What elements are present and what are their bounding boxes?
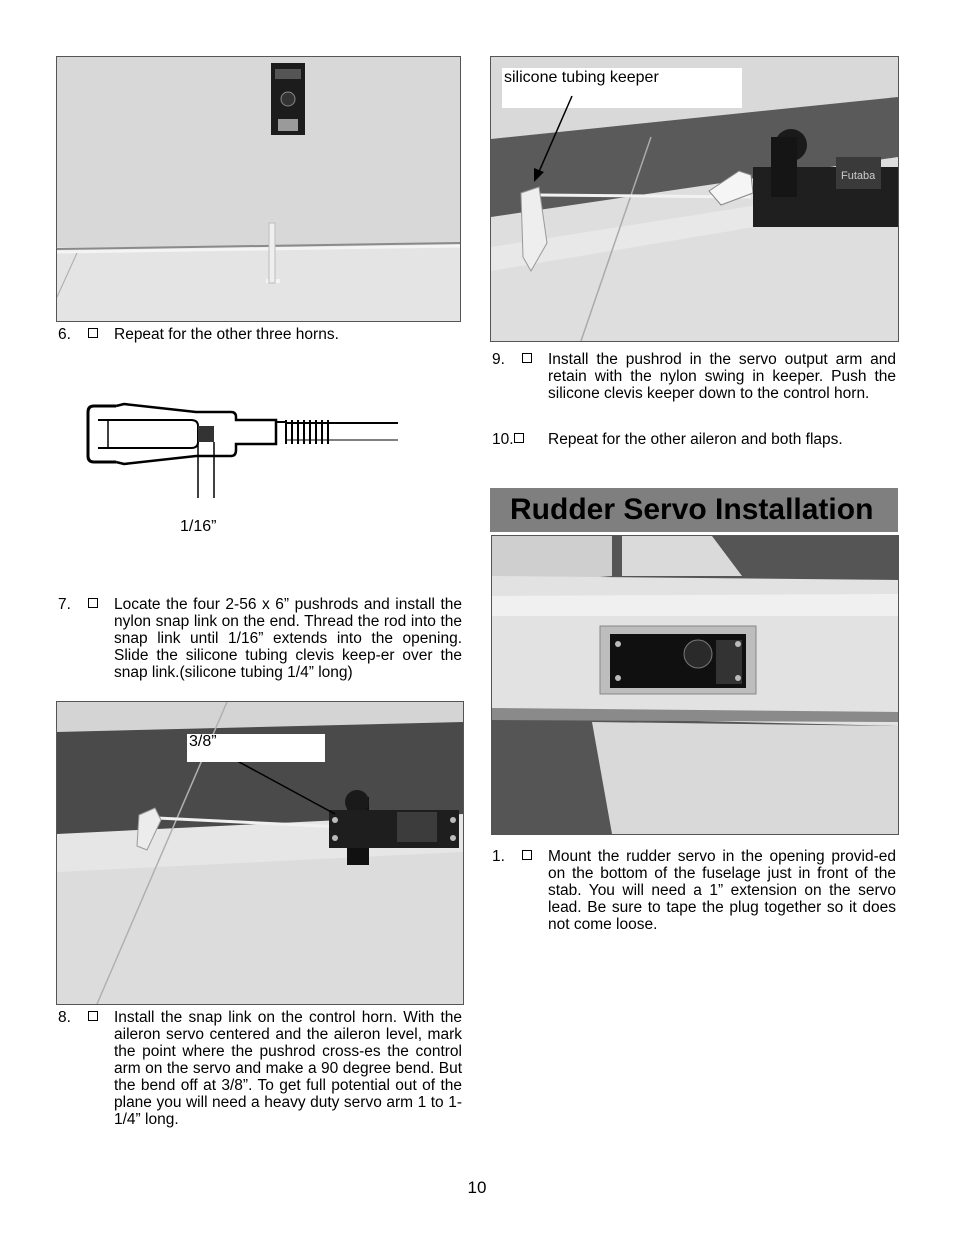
- page-number: 10: [467, 1178, 487, 1197]
- step-text: Install the pushrod in the servo output arm and retain with the nylon swing in keeper. Push the silicone clevis keeper down to the control horn.: [548, 351, 896, 402]
- step-number: 1: [492, 848, 501, 865]
- checkbox[interactable]: [522, 353, 532, 363]
- step-text: Repeat for the other aileron and both flaps.: [548, 431, 843, 448]
- step-7: [58, 596, 464, 686]
- step-text: Locate the four 2-56 x 6” pushrods and install the nylon snap link on the end. Thread the rod into the snap link until 1/16” extends into the opening. Slide the silicone tubing clevis keep-er over the snap link.(silicone tubing 1/4” long): [114, 596, 462, 681]
- step-number: 9: [492, 351, 501, 368]
- step-8: [58, 1009, 464, 1133]
- step-number: 10: [492, 431, 510, 448]
- section-heading: [490, 488, 898, 532]
- svg-text:Futaba: Futaba: [841, 170, 876, 182]
- step-rudder-1: [492, 848, 898, 938]
- photo-rudder-servo: [491, 535, 899, 835]
- step-dot: .: [509, 431, 514, 448]
- step-10: [492, 431, 898, 451]
- photo-servo-and-horn: [56, 56, 461, 322]
- step-text: Mount the rudder servo in the opening provid-ed on the bottom of the fuselage just in front of the stab. You will need a 1” extension on the servo lead. Be sure to tape the plug together so it does not come loose.: [548, 848, 896, 933]
- step-dot: .: [500, 848, 505, 865]
- callout-silicone-keeper: silicone tubing keeper: [502, 68, 742, 108]
- checkbox[interactable]: [522, 850, 532, 860]
- step-text: Repeat for the other three horns.: [114, 326, 339, 343]
- step-dot: .: [66, 326, 71, 343]
- step-dot: .: [66, 1009, 71, 1026]
- dimension-label: 1/16”: [180, 518, 217, 535]
- callout-arrow: [520, 94, 580, 184]
- step-number: 7: [58, 596, 67, 613]
- step-number: 6: [58, 326, 67, 343]
- checkbox[interactable]: [514, 433, 524, 443]
- snap-link-diagram: [86, 398, 406, 503]
- step-number: 8: [58, 1009, 67, 1026]
- checkbox[interactable]: [88, 1011, 98, 1021]
- callout-three-eighths: 3/8”: [187, 734, 325, 762]
- checkbox[interactable]: [88, 598, 98, 608]
- checkbox[interactable]: [88, 328, 98, 338]
- step-dot: .: [66, 596, 71, 613]
- section-title: Rudder Servo Installation: [510, 493, 874, 526]
- step-text: Install the snap link on the control horn. With the aileron servo centered and the aileron level, mark the point where the pushrod cross-es the control arm on the servo and make a 90 degree bend. But the bend off at 3/8”. To get full potential out of the plane you will need a heavy duty servo arm 1 to 1-1/4” long.: [114, 1009, 462, 1128]
- step-dot: .: [500, 351, 505, 368]
- step-9: [492, 351, 898, 421]
- step-6: [58, 326, 464, 346]
